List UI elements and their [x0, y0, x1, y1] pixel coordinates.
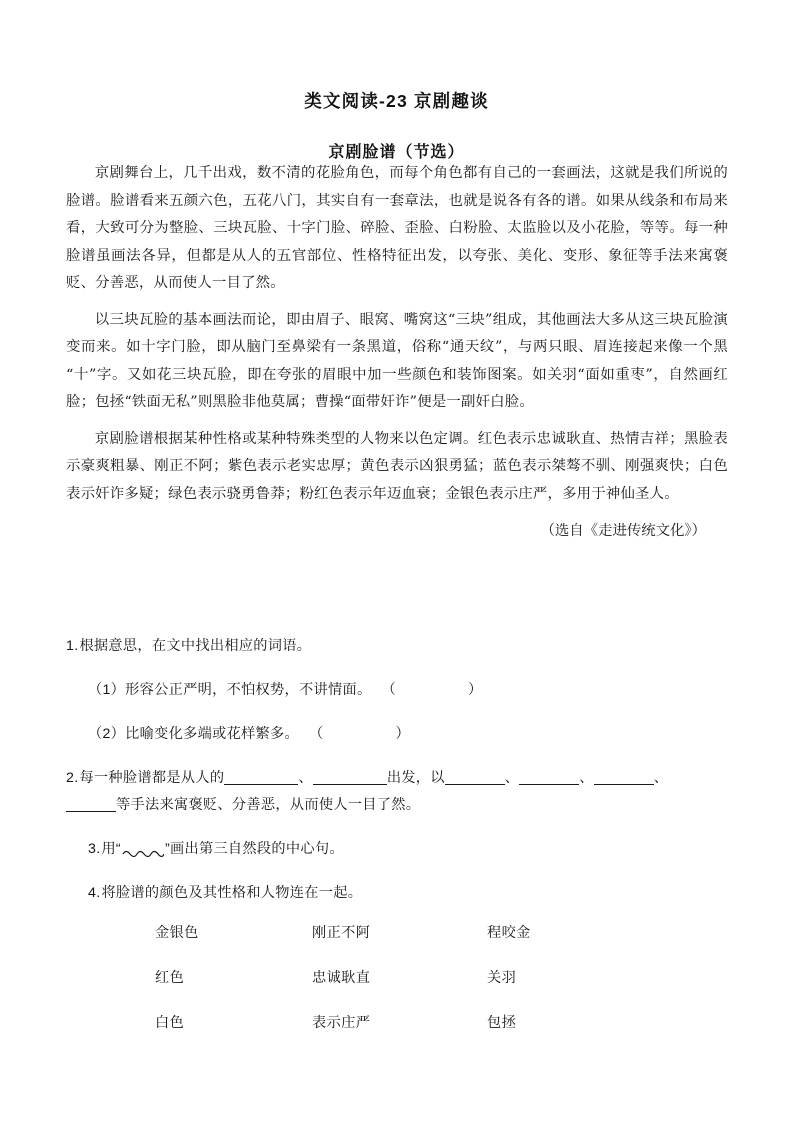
question-2-separator-1: 、	[298, 770, 313, 786]
matching-row	[155, 967, 675, 1012]
question-2-number: 2.	[66, 770, 79, 786]
matching-row	[155, 1012, 675, 1057]
matching-trait-3[interactable]: 表示庄严	[312, 1015, 371, 1031]
question-1-item-2-text: 比喻变化多端或花样繁多。	[125, 726, 300, 742]
question-1-item-2	[66, 724, 738, 745]
question-3	[66, 839, 738, 860]
matching-row	[155, 922, 675, 967]
matching-color-2[interactable]: 红色	[155, 970, 185, 986]
question-2-continuation	[66, 795, 738, 816]
question-2	[66, 768, 738, 789]
question-2-blank-3[interactable]	[445, 769, 505, 785]
question-1-item-2-label: （2）	[88, 726, 126, 742]
question-2-blank-5[interactable]	[594, 769, 654, 785]
matching-trait-2[interactable]: 忠诚耿直	[312, 970, 371, 986]
question-2-blank-6[interactable]	[66, 796, 116, 812]
question-1-item-1-open-paren: （	[381, 682, 396, 698]
article-paragraph-3: 京剧脸谱根据某种性格或某种特殊类型的人物来以色定调。红色表示忠诚耿直、热情吉祥；黑脸表示豪爽粗暴、刚正不阿；紫色表示老实忠厚；黄色表示凶狠勇猛；蓝色表示桀骜不驯、刚强爽快；白色表示奸诈多疑；绿色表示骁勇鲁莽；粉红色表示年迈血衰；金银色表示庄严，多用于神仙圣人。	[66, 430, 728, 502]
question-3-prefix: 用“	[101, 841, 121, 857]
matching-person-3[interactable]: 包拯	[487, 1015, 517, 1031]
question-2-blank-1[interactable]	[224, 769, 298, 785]
question-1-item-2-close-paren: ）	[395, 726, 411, 742]
question-3-number: 3.	[88, 841, 101, 857]
question-2-text-part-1: 每一种脸谱都是从人的	[79, 770, 225, 786]
question-1-stem: 根据意思，在文中找出相应的词语。	[79, 638, 312, 654]
question-1-item-1	[66, 680, 738, 701]
page-subtitle: 京剧脸谱（节选）	[328, 144, 465, 161]
question-3-suffix: ”画出第三自然段的中心句。	[164, 841, 344, 857]
article-paragraph-2: 以三块瓦脸的基本画法而论，即由眉子、眼窝、嘴窝这“三块”组成，其他画法大多从这三块瓦脸演变而来。如十字门脸，即从脑门至鼻梁有一条黑道，俗称“通天纹”，与两只眼、眉连接起来像一个黑“十”字。又如花三块瓦脸，即在夸张的眉眼中加一些颜色和装饰图案。如关羽“面如重枣”，自然画红脸；包拯“铁面无私”则黑脸非他莫属；曹操“面带奸诈”便是一副奸白脸。	[66, 311, 728, 410]
matching-exercise-grid	[155, 922, 675, 1057]
question-1-item-2-open-paren: （	[309, 726, 324, 742]
question-2-blank-4[interactable]	[519, 769, 579, 785]
question-2-separator-2: 、	[504, 770, 520, 786]
matching-trait-1[interactable]: 刚正不阿	[312, 925, 371, 941]
questions-section	[66, 636, 738, 927]
page-title: 类文阅读-23 京剧趣谈	[304, 91, 489, 111]
question-1-item-1-label: （1）	[88, 682, 126, 698]
matching-person-1[interactable]: 程咬金	[487, 925, 531, 941]
article-source: （选自《走进传统文化》）	[540, 523, 706, 539]
question-1-number: 1.	[66, 638, 79, 654]
question-4-stem: 将脸谱的颜色及其性格和人物连在一起。	[101, 885, 363, 901]
question-4	[66, 883, 738, 904]
article-paragraph-1: 京剧舞台上，几千出戏，数不清的花脸角色，而每个角色都有自己的一套画法，这就是我们所说的脸谱。脸谱看来五颜六色，五花八门，其实自有一套章法，也就是说各有各的谱。如果从线条和布局来看，大致可分为整脸、三块瓦脸、十字门脸、碎脸、歪脸、白粉脸、太监脸以及小花脸，等等。每一种脸谱虽画法各异，但都是从人的五官部位、性格特征出发，以夸张、美化、变形、象征等手法来寓褒贬、分善恶，从而使人一目了然。	[66, 165, 728, 291]
question-4-number: 4.	[88, 885, 101, 901]
question-2-separator-4: 、	[653, 770, 669, 786]
question-2-text-part-2: 出发，以	[386, 770, 445, 786]
question-2-text-part-3: 等手法来寓褒贬、分善恶，从而使人一目了然。	[116, 797, 421, 813]
matching-color-3[interactable]: 白色	[155, 1015, 185, 1031]
question-1-item-1-close-paren: ）	[467, 682, 483, 698]
question-2-blank-2[interactable]	[313, 769, 387, 785]
question-1	[66, 636, 738, 657]
question-1-item-1-text: 形容公正严明，不怕权势，不讲情面。	[125, 682, 372, 698]
matching-person-2[interactable]: 关羽	[487, 970, 517, 986]
wavy-underline-icon	[122, 847, 164, 857]
question-2-separator-3: 、	[579, 770, 594, 786]
article-body	[66, 160, 728, 546]
matching-color-1[interactable]: 金银色	[155, 925, 199, 941]
